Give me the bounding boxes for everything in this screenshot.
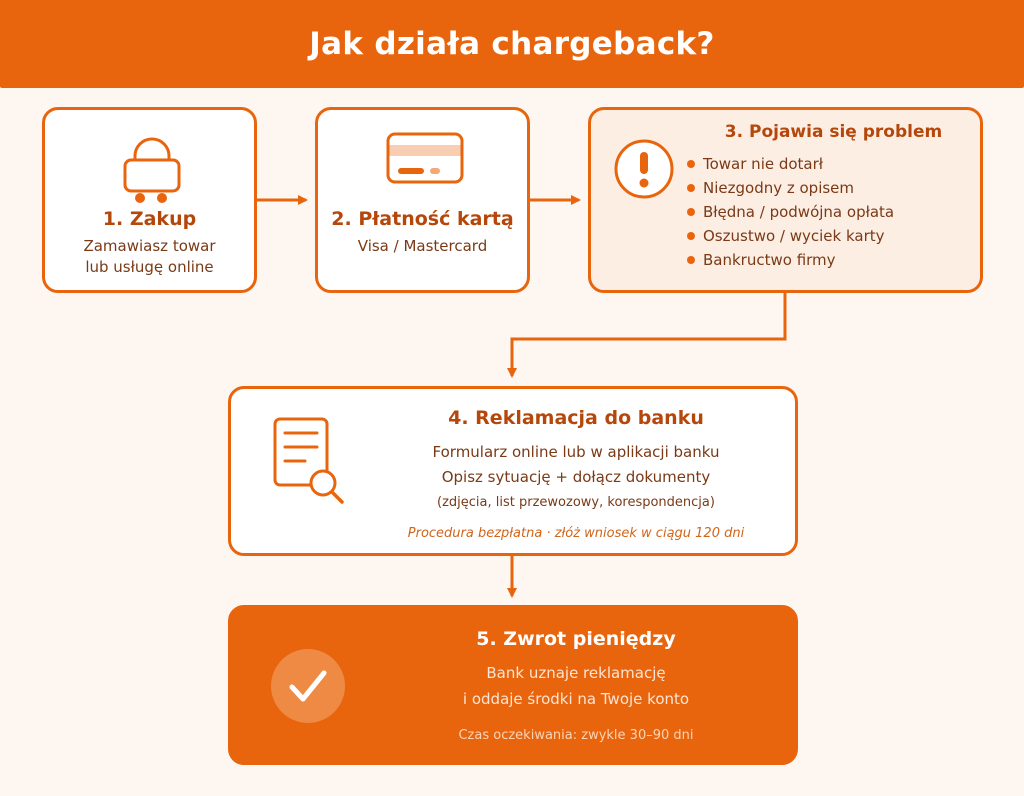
step-payment-line: Visa / Mastercard	[357, 237, 488, 255]
step-refund-title: 5. Zwrot pieniędzy	[476, 628, 676, 650]
step-refund-card	[228, 605, 798, 765]
problem-item: Błędna / podwójna opłata	[687, 202, 894, 226]
step-purchase-card	[42, 107, 257, 293]
step-purchase-title: 1. Zakup	[102, 208, 197, 230]
step-refund-line: i oddaje środki na Twoje konto	[462, 690, 690, 708]
problem-item: Towar nie dotarł	[687, 154, 894, 178]
step-purchase-line: lub usługę online	[85, 258, 214, 276]
step-complaint-note: Procedura bezpłatna · złóż wniosek w ciągu 120 dni	[407, 526, 745, 541]
step-refund-line: Bank uznaje reklamację	[486, 664, 666, 682]
document-search-icon	[273, 417, 347, 509]
step-purchase-line: Zamawiasz towar	[83, 237, 216, 255]
step-payment-title: 2. Płatność kartą	[331, 208, 514, 230]
problem-item: Niezgodny z opisem	[687, 178, 894, 202]
arrow-3-to-4	[512, 293, 785, 376]
step-refund-note: Czas oczekiwania: zwykle 30–90 dni	[458, 728, 694, 743]
problem-item: Oszustwo / wyciek karty	[687, 226, 894, 250]
shopping-basket-icon	[122, 134, 182, 206]
step-problem-card	[588, 107, 983, 293]
step-complaint-card	[228, 386, 798, 556]
page-title: Jak działa chargeback?	[309, 26, 715, 62]
credit-card-icon	[386, 132, 464, 186]
exclamation-icon	[613, 138, 675, 200]
step-payment-description	[318, 236, 527, 257]
step-complaint-line: Opisz sytuację + dołącz dokumenty	[441, 468, 711, 486]
step-complaint-title: 4. Reklamacja do banku	[448, 407, 704, 429]
step-problem-title: 3. Pojawia się problem	[724, 122, 943, 142]
title-banner	[0, 0, 1024, 88]
step-complaint-line: Formularz online lub w aplikacji banku	[432, 443, 720, 461]
step-payment-card	[315, 107, 530, 293]
checkmark-icon	[271, 649, 345, 723]
problem-list	[687, 154, 894, 274]
step-complaint-detail: (zdjęcia, list przewozowy, korespondencja)	[437, 495, 715, 510]
problem-item: Bankructwo firmy	[687, 250, 894, 274]
step-purchase-description	[45, 236, 254, 278]
